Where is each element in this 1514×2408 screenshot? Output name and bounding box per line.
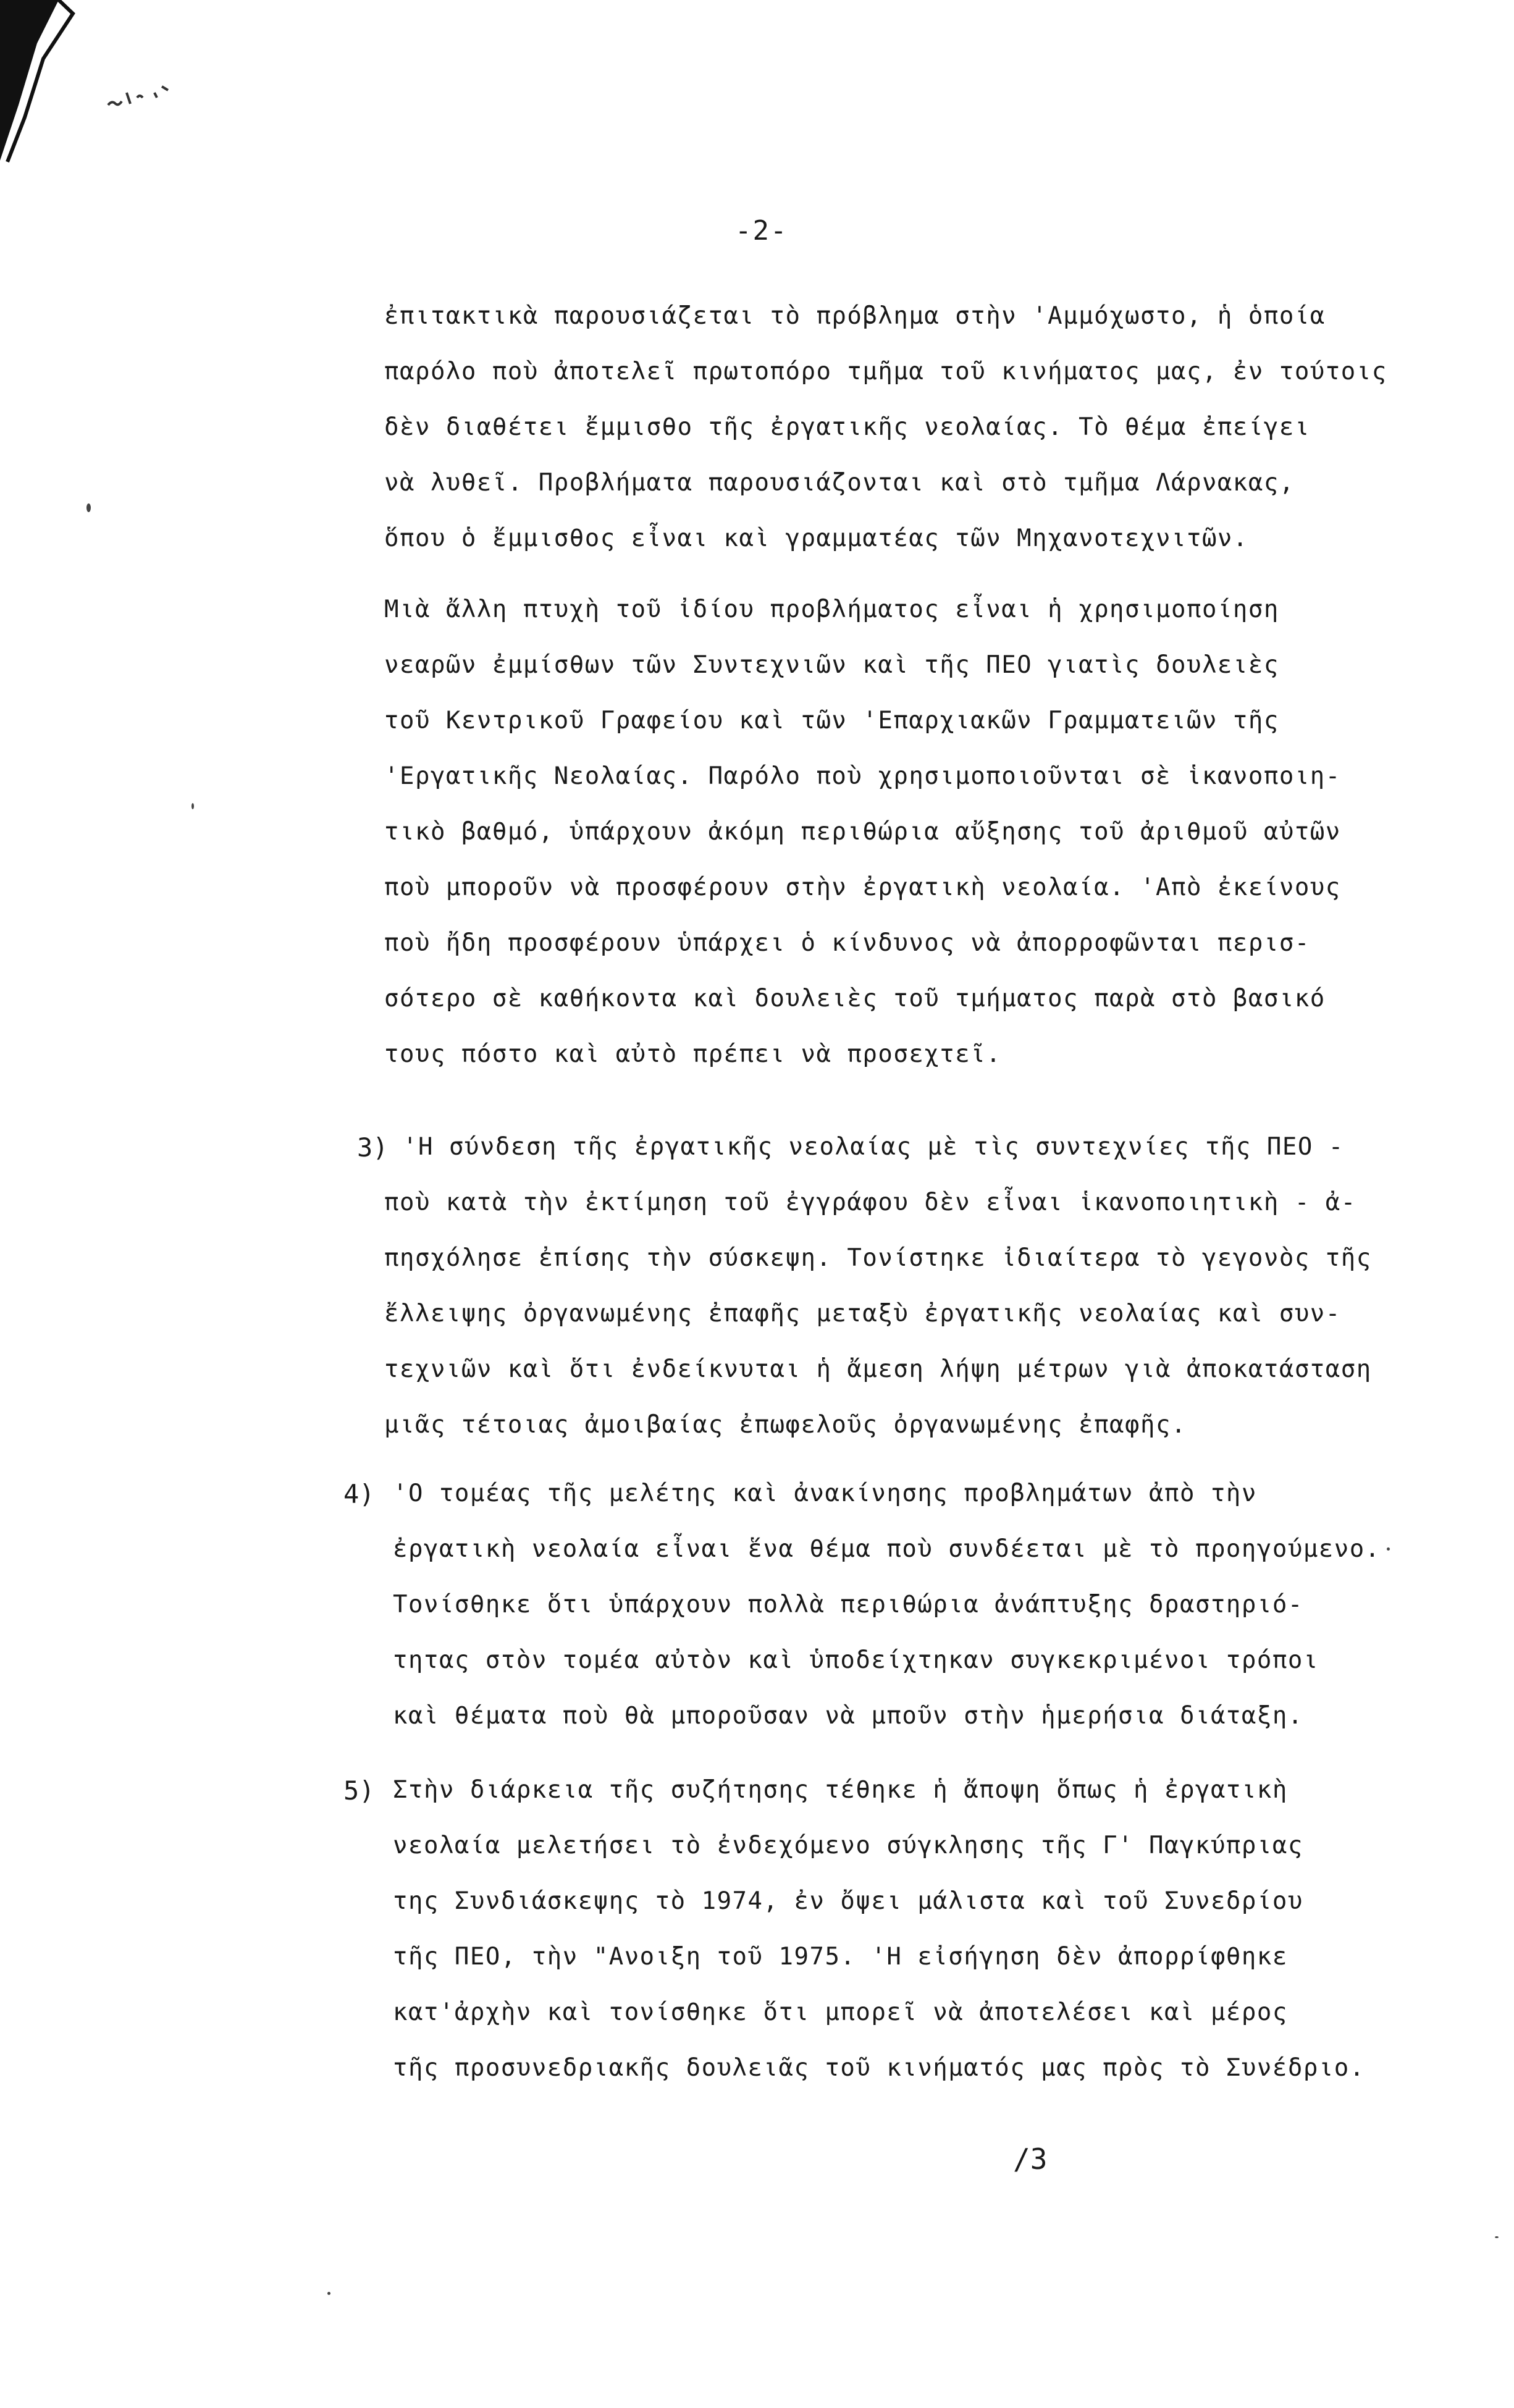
scan-speck — [1495, 2236, 1499, 2238]
text-line: καὶ θέματα ποὺ θὰ μποροῦσαν νὰ μποῦν στὴν ἡμερήσια διάταξη. — [393, 1702, 1303, 1730]
text-line: τῆς προσυνεδριακῆς δουλειᾶς τοῦ κινήματός μας πρὸς τὸ Συνέδριο. — [393, 2054, 1365, 2082]
text-line: πησχόλησε ἐπίσης τὴν σύσκεψη. Τονίστηκε ἰδιαίτερα τὸ γεγονὸς τῆς — [384, 1244, 1372, 1272]
text-line: ὅπου ὁ ἔμμισθος εἶναι καὶ γραμματέας τῶν Μηχανοτεχνιτῶν. — [384, 524, 1248, 552]
text-line: ἐπιτακτικὰ παρουσιάζεται τὸ πρόβλημα στὴν 'Αμμόχωστο, ἡ ὁποία — [384, 302, 1326, 330]
scan-speck — [1387, 1547, 1390, 1551]
text-line: ποὺ μποροῦν νὰ προσφέρουν στὴν ἐργατικὴ νεολαία. 'Απὸ ἐκείνους — [384, 874, 1341, 901]
text-line: 'Ο τομέας τῆς μελέτης καὶ ἀνακίνησης προβλημάτων ἀπὸ τὴν — [393, 1480, 1257, 1507]
text-line: Μιὰ ἄλλη πτυχὴ τοῦ ἰδίου προβλήματος εἶναι ἡ χρησιμοποίηση — [384, 596, 1279, 623]
text-line: τους πόστο καὶ αὐτὸ πρέπει νὰ προσεχτεῖ. — [384, 1040, 1002, 1068]
scan-speck — [327, 2292, 330, 2295]
text-line: Στὴν διάρκεια τῆς συζήτησης τέθηκε ἡ ἄποψη ὅπως ἡ ἐργατικὴ — [393, 1776, 1288, 1804]
text-line: 'Η σύνδεση τῆς ἐργατικῆς νεολαίας μὲ τὶς συντεχνίες τῆς ΠΕΟ - — [403, 1133, 1344, 1161]
text-line: τεχνιῶν καὶ ὅτι ἐνδείκνυται ἡ ἄμεση λήψη μέτρων γιὰ ἀποκατάσταση — [384, 1355, 1372, 1383]
text-line: 'Εργατικῆς Νεολαίας. Παρόλο ποὺ χρησιμοποιοῦνται σὲ ἱκανοποιη- — [384, 762, 1341, 790]
text-line: της Συνδιάσκεψης τὸ 1974, ἐν ὄψει μάλιστα καὶ τοῦ Συνεδρίου — [393, 1887, 1303, 1915]
text-line: τοῦ Κεντρικοῦ Γραφείου καὶ τῶν 'Επαρχιακῶν Γραμματειῶν τῆς — [384, 707, 1279, 735]
next-page-reference: /3 — [1013, 2142, 1048, 2176]
text-line: ποὺ κατὰ τὴν ἐκτίμηση τοῦ ἐγγράφου δὲν εἶναι ἱκανοποιητικὴ - ἀ- — [384, 1189, 1356, 1216]
text-line: Τονίσθηκε ὅτι ὑπάρχουν πολλὰ περιθώρια ἀνάπτυξης δραστηριό- — [393, 1591, 1303, 1619]
scan-speck — [191, 803, 194, 809]
text-line: νεαρῶν ἐμμίσθων τῶν Συντεχνιῶν καὶ τῆς ΠΕΟ γιατὶς δουλειὲς — [384, 651, 1279, 679]
item-number: 5) — [343, 1775, 375, 1806]
item-number: 4) — [343, 1479, 375, 1509]
text-line: ἐργατικὴ νεολαία εἶναι ἕνα θέμα ποὺ συνδέεται μὲ τὸ προηγούμενο. — [393, 1535, 1381, 1563]
text-line: κατ'ἀρχὴν καὶ τονίσθηκε ὅτι μπορεῖ νὰ ἀποτελέσει καὶ μέρος — [393, 1998, 1288, 2026]
item-number: 3) — [357, 1132, 389, 1163]
text-line: τικὸ βαθμό, ὑπάρχουν ἀκόμη περιθώρια αὔξησης τοῦ ἀριθμοῦ αὐτῶν — [384, 818, 1341, 846]
text-line: δὲν διαθέτει ἔμμισθο τῆς ἐργατικῆς νεολαίας. Τὸ θέμα ἐπείγει — [384, 413, 1310, 441]
text-line: τητας στὸν τομέα αὐτὸν καὶ ὑποδείχτηκαν συγκεκριμένοι τρόποι — [393, 1646, 1319, 1674]
scan-corner-mark — [0, 0, 185, 173]
text-line: νεολαία μελετήσει τὸ ἐνδεχόμενο σύγκλησης τῆς Γ' Παγκύπριας — [393, 1832, 1303, 1859]
page-number: -2- — [735, 215, 788, 246]
scan-speck — [86, 503, 91, 512]
text-line: τῆς ΠΕΟ, τὴν "Ανοιξη τοῦ 1975. 'Η εἰσήγηση δὲν ἀπορρίφθηκε — [393, 1943, 1288, 1971]
text-line: ποὺ ἤδη προσφέρουν ὑπάρχει ὁ κίνδυνος νὰ ἀπορροφῶνται περισ- — [384, 929, 1310, 957]
text-line: μιᾶς τέτοιας ἀμοιβαίας ἐπωφελοῦς ὀργανωμένης ἐπαφῆς. — [384, 1411, 1187, 1439]
text-line: σότερο σὲ καθήκοντα καὶ δουλειὲς τοῦ τμήματος παρὰ στὸ βασικό — [384, 985, 1326, 1012]
text-line: παρόλο ποὺ ἀποτελεῖ πρωτοπόρο τμῆμα τοῦ κινήματος μας, ἐν τούτοις — [384, 358, 1387, 385]
text-line: ἔλλειψης ὀργανωμένης ἐπαφῆς μεταξὺ ἐργατικῆς νεολαίας καὶ συν- — [384, 1300, 1341, 1328]
text-line: νὰ λυθεῖ. Προβλήματα παρουσιάζονται καὶ στὸ τμῆμα Λάρνακας, — [384, 469, 1295, 497]
